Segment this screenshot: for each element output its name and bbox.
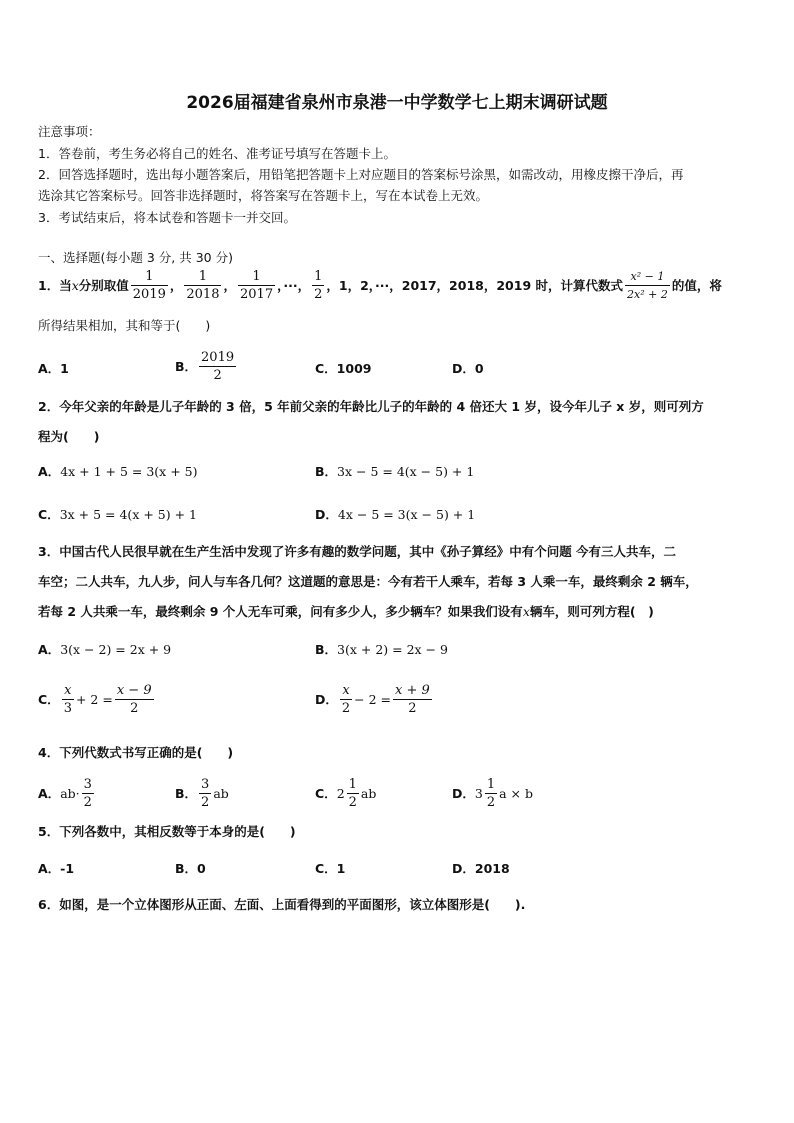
q2-option-d-expr: 4x − 5 = 3(x − 5) + 1 bbox=[337, 507, 476, 522]
q4-option-d-post: a × b bbox=[499, 785, 533, 801]
q4-option-c-num: 1 bbox=[348, 776, 357, 792]
q2-option-a-expr: 4x + 1 + 5 = 3(x + 5) bbox=[60, 464, 198, 479]
q3-option-d-label: D． bbox=[315, 692, 338, 707]
q1-expression-num: x² − 1 bbox=[625, 268, 670, 286]
q3-option-c-frac-2-num: x − 9 bbox=[116, 682, 152, 698]
q4-option-d-whole: 3 bbox=[474, 785, 483, 801]
page-title: 2026届福建省泉州市泉港一中学数学七上期末调研试题 bbox=[186, 93, 608, 113]
q3-option-d-frac-1-den: 2 bbox=[341, 700, 351, 716]
q1-option-a: A．1 bbox=[38, 361, 69, 376]
q3-option-c-frac-1-num: x bbox=[62, 682, 74, 700]
q1-frac-4-num: 1 bbox=[314, 268, 323, 284]
q4-option-d-num: 1 bbox=[486, 776, 496, 792]
q4-option-c-whole: 2 bbox=[336, 785, 345, 801]
q4-option-c bbox=[315, 774, 376, 812]
q1-var: x bbox=[71, 277, 79, 293]
q3-option-d-mid: − 2 = bbox=[354, 691, 392, 707]
q1-frac-3-den: 2017 bbox=[240, 286, 274, 302]
question-3-line-2: 车空；二人共车，九人步，问人与车各几何？这道题的意思是：今有若干人乘车，若每 3 人乘一车，最终剩余 2 辆车， bbox=[38, 574, 698, 589]
q3-option-d bbox=[315, 680, 434, 718]
q1-option-c: C．1009 bbox=[315, 361, 372, 376]
q4-option-a-label: A． bbox=[38, 786, 61, 801]
q1-option-d: D．0 bbox=[452, 361, 484, 376]
q1-option-b-num: 2019 bbox=[201, 349, 235, 365]
q1-frac-4 bbox=[312, 268, 324, 303]
q5-option-c: C．1 bbox=[315, 861, 346, 876]
q4-option-c-frac bbox=[347, 776, 359, 811]
notes-item-1: 1．答卷前，考生务必将自己的姓名、准考证号填写在答题卡上。 bbox=[38, 146, 396, 161]
question-3-line-3 bbox=[38, 602, 654, 620]
q1-text-2: 分别取值 bbox=[78, 278, 129, 293]
q3-option-c-frac-2-den: 2 bbox=[130, 700, 139, 716]
question-3-line-1: 3．中国古代人民很早就在生产生活中发现了许多有趣的数学问题，其中《孙子算经》中有个问题 今有三人共车，二 bbox=[38, 544, 677, 559]
q3-option-c-label: C． bbox=[38, 692, 60, 707]
q1-expression-den: 2x² + 2 bbox=[627, 287, 668, 301]
q3-option-c-frac-1 bbox=[62, 682, 74, 717]
question-1-line-2: 所得结果相加，其和等于( ) bbox=[38, 318, 211, 333]
q4-option-b-label: B． bbox=[175, 786, 198, 801]
q4-option-a-pre: ab· bbox=[60, 785, 80, 801]
q4-option-a bbox=[38, 774, 96, 812]
q4-option-d-den: 2 bbox=[486, 794, 496, 810]
q2-option-d bbox=[315, 505, 475, 523]
q3-option-c-frac-2 bbox=[115, 682, 154, 717]
q3-option-a-expr: 3(x − 2) = 2x + 9 bbox=[60, 642, 172, 657]
q1-frac-3-num: 1 bbox=[238, 268, 275, 286]
q3-option-d-frac-1-num: x bbox=[340, 682, 352, 700]
q4-option-d-label: D． bbox=[452, 786, 475, 801]
section-heading: 一、选择题(每小题 3 分, 共 30 分) bbox=[38, 250, 233, 265]
q3-line-3-var: x bbox=[522, 604, 530, 619]
q2-option-c bbox=[38, 505, 197, 523]
q3-option-d-frac-2-num: x + 9 bbox=[395, 682, 430, 698]
q3-option-c-frac-1-den: 3 bbox=[63, 700, 72, 716]
q3-option-b bbox=[315, 640, 448, 658]
q3-option-c-mid: + 2 = bbox=[75, 691, 113, 707]
q2-option-b-label: B． bbox=[315, 464, 338, 479]
q3-option-a bbox=[38, 640, 171, 658]
q2-option-c-label: C． bbox=[38, 507, 60, 522]
q2-option-c-expr: 3x + 5 = 4(x + 5) + 1 bbox=[59, 507, 197, 522]
q4-option-a-num: 3 bbox=[83, 776, 92, 792]
q1-text-4: 的值，将 bbox=[671, 278, 722, 293]
q3-line-3-text-a: 若每 2 人共乘一车，最终剩余 9 个人无车可乘，问有多少人，多少辆车？如果我们设有 bbox=[38, 604, 523, 619]
q1-frac-2 bbox=[184, 268, 221, 303]
notes-item-2-cont: 选涂其它答案标号。回答非选择题时，将答案写在答题卡上，写在本试卷上无效。 bbox=[38, 188, 489, 203]
q1-frac-4-den: 2 bbox=[314, 286, 323, 302]
q2-option-d-label: D． bbox=[315, 507, 338, 522]
q3-option-d-frac-2-den: 2 bbox=[408, 700, 417, 716]
q4-option-b-num: 3 bbox=[201, 776, 210, 792]
q3-option-b-label: B． bbox=[315, 642, 338, 657]
q4-option-b-den: 2 bbox=[201, 794, 210, 810]
q1-frac-2-num: 1 bbox=[184, 268, 221, 286]
q2-option-a-label: A． bbox=[38, 464, 61, 479]
q5-option-a: A．-1 bbox=[38, 861, 75, 876]
question-5-line-1: 5．下列各数中，其相反数等于本身的是( ) bbox=[38, 824, 296, 839]
question-2-line-1: 2．今年父亲的年龄是儿子年龄的 3 倍，5 年前父亲的年龄比儿子的年龄的 4 倍还大 1 岁，设今年儿子 x 岁，则可列方 bbox=[38, 399, 704, 414]
q4-option-a-den: 2 bbox=[83, 794, 92, 810]
question-6-line-1: 6．如图，是一个立体图形从正面、左面、上面看得到的平面图形，该立体图形是( ). bbox=[38, 897, 526, 912]
notes-item-3: 3．考试结束后，将本试卷和答题卡一并交回。 bbox=[38, 210, 296, 225]
q4-option-b-frac bbox=[199, 776, 211, 811]
q1-frac-1-num: 1 bbox=[131, 268, 168, 286]
q2-option-b bbox=[315, 462, 474, 480]
q1-text-1: 1．当 bbox=[38, 278, 72, 293]
q1-frac-2-den: 2018 bbox=[186, 286, 220, 302]
q4-option-c-label: C． bbox=[315, 786, 337, 801]
q1-frac-3 bbox=[238, 268, 275, 303]
notes-item-2: 2．回答选择题时，选出每小题答案后，用铅笔把答题卡上对应题目的答案标号涂黑，如需改动，用橡皮擦干净后，再 bbox=[38, 167, 684, 182]
q3-option-a-label: A． bbox=[38, 642, 61, 657]
q1-option-b bbox=[175, 347, 238, 385]
q5-option-b: B．0 bbox=[175, 861, 206, 876]
q1-mid: ，···， bbox=[277, 278, 311, 293]
q3-option-d-frac-1 bbox=[340, 682, 352, 717]
q3-option-b-expr: 3(x + 2) = 2x − 9 bbox=[337, 642, 448, 657]
q4-option-c-den: 2 bbox=[348, 794, 357, 810]
q3-option-c bbox=[38, 680, 156, 718]
q1-expression bbox=[625, 268, 670, 303]
question-2-line-2: 程为( ) bbox=[38, 429, 100, 444]
q1-frac-1-den: 2019 bbox=[132, 286, 166, 302]
question-1-line-1: 1．当 x 分别取值 $\frac{1}{2019}$ ， $\frac{1}{2018}$ ， $\frac{1}{2017}$ ，···， $\frac{1}{2}$ ，1，2，···，2017，2018，2019 时，计算代数式 $\frac{\text{x² − 1}}{\text{2x² + 2}}$ 的值，将 bbox=[38, 268, 722, 302]
q5-option-d: D．2018 bbox=[452, 861, 510, 876]
q1-option-b-den: 2 bbox=[213, 367, 222, 383]
q1-frac-1 bbox=[131, 268, 168, 303]
q1-option-b-label: B． bbox=[175, 359, 198, 374]
q2-option-b-expr: 3x − 5 = 4(x − 5) + 1 bbox=[337, 464, 475, 479]
notes-heading: 注意事项： bbox=[38, 124, 101, 139]
q3-line-3-text-b: 辆车，则可列方程( ) bbox=[529, 604, 654, 619]
q2-option-a bbox=[38, 462, 198, 480]
q4-option-a-frac bbox=[82, 776, 94, 811]
question-4-line-1: 4．下列代数式书写正确的是( ) bbox=[38, 745, 234, 760]
q1-text-3: ，1，2，···，2017，2018，2019 时，计算代数式 bbox=[326, 278, 623, 293]
q4-option-b bbox=[175, 774, 229, 812]
q4-option-d-frac bbox=[485, 776, 497, 811]
q1-option-b-frac bbox=[199, 349, 236, 384]
q4-option-d bbox=[452, 774, 533, 812]
q4-option-c-post: ab bbox=[360, 785, 377, 801]
q3-option-d-frac-2 bbox=[393, 682, 432, 717]
q4-option-b-post: ab bbox=[213, 785, 229, 801]
